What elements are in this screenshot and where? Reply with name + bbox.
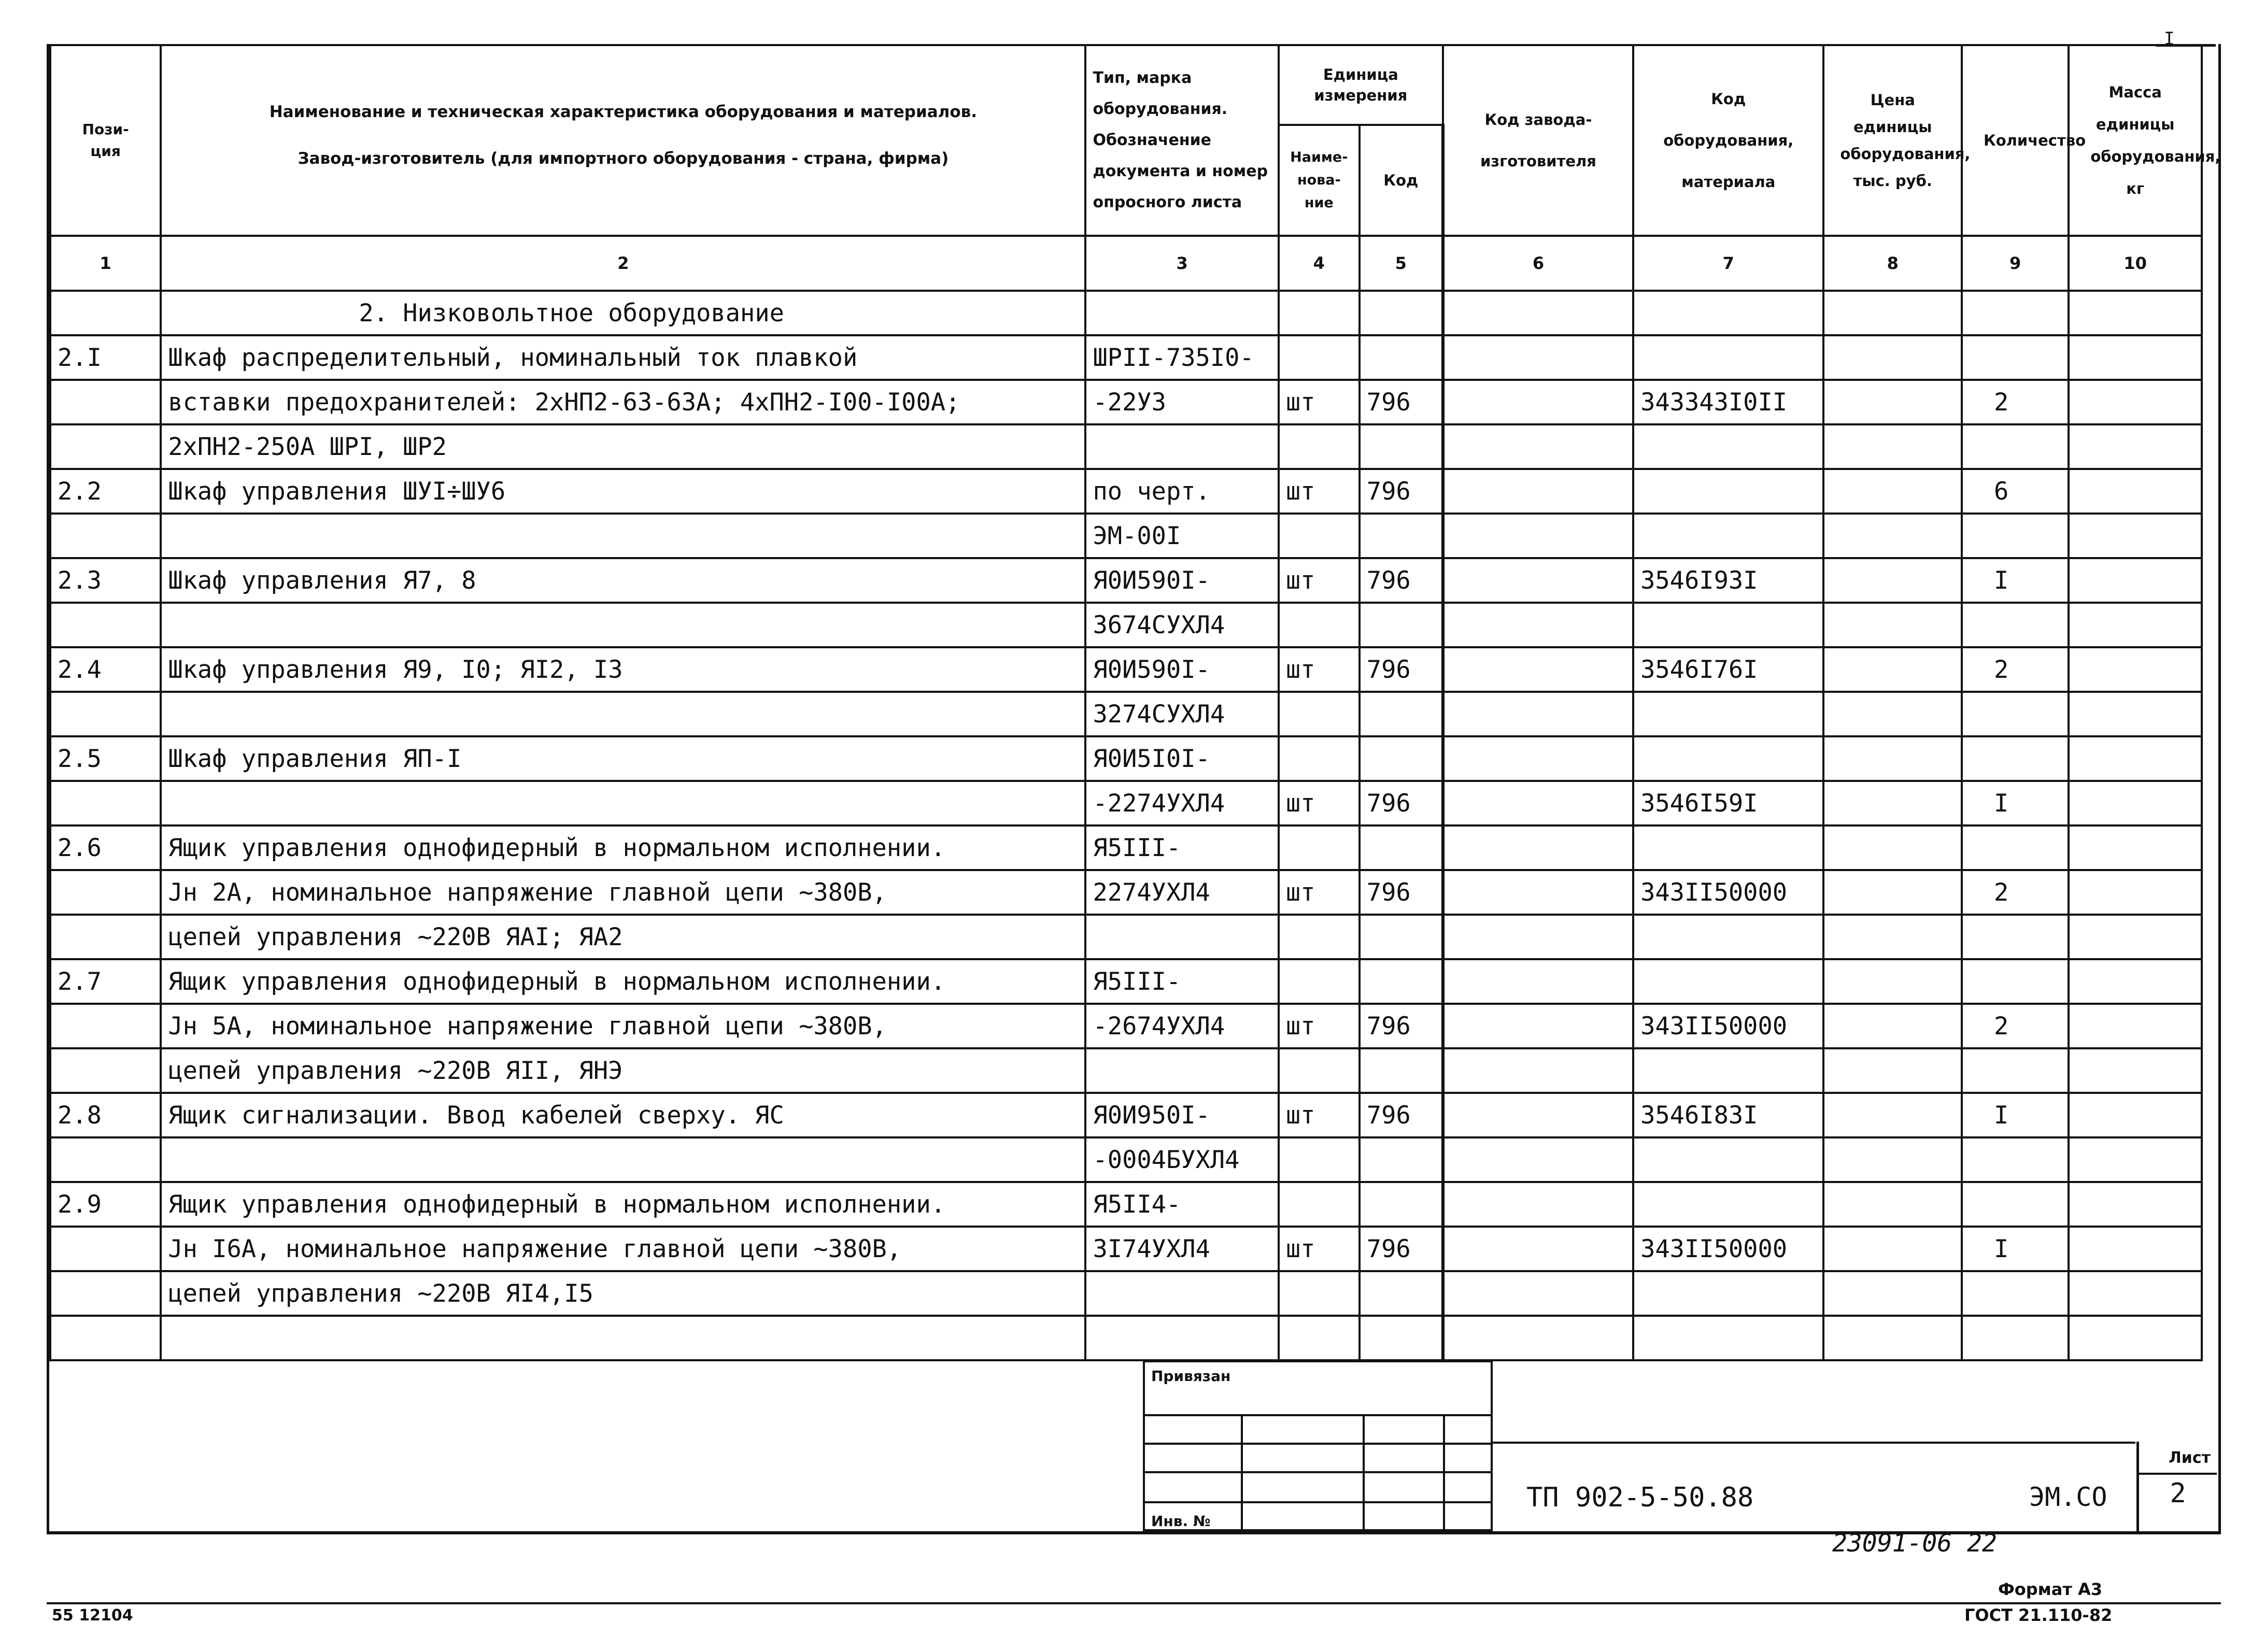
- section-title: 2. Низковольтное оборудование: [161, 291, 1085, 335]
- binding-stamp: [1143, 1360, 1493, 1531]
- position-cell: [50, 692, 161, 736]
- equip-code-cell: [1633, 915, 1823, 959]
- mass-cell: [2069, 825, 2202, 870]
- mass-cell: [2069, 603, 2202, 647]
- sheet-box: [2136, 1442, 2217, 1531]
- position-cell: [50, 781, 161, 825]
- equip-code-cell: 3546I76I: [1633, 647, 1823, 692]
- type-cell: 3274СУХЛ4: [1085, 692, 1278, 736]
- unit-code-cell: 796: [1360, 870, 1443, 915]
- price-cell: [1823, 1271, 1962, 1316]
- unit-code-cell: [1360, 1271, 1443, 1316]
- mass-cell: [2069, 1004, 2202, 1048]
- qty-cell: I: [1962, 1227, 2069, 1271]
- position-cell: 2.8: [50, 1093, 161, 1137]
- header-qty: Количество: [1962, 45, 2069, 236]
- header-equip-code: Код оборудования, материала: [1633, 45, 1823, 236]
- mass-cell: [2069, 1182, 2202, 1227]
- equip-code-cell: [1633, 692, 1823, 736]
- name-cell: [161, 781, 1085, 825]
- qty-cell: [1962, 603, 2069, 647]
- price-cell: [1823, 959, 1962, 1004]
- equip-code-cell: 343II50000: [1633, 1004, 1823, 1048]
- unit-name-cell: шт: [1279, 380, 1360, 424]
- table-row: [50, 469, 2202, 514]
- equip-code-cell: [1633, 603, 1823, 647]
- name-cell: Ящик сигнализации. Ввод кабелей сверху. ЯС: [161, 1093, 1085, 1137]
- qty-cell: [1962, 959, 2069, 1004]
- header-plant-code: Код завода-изготовителя: [1443, 45, 1633, 236]
- qty-cell: 2: [1962, 380, 2069, 424]
- paper-format: Формат А3: [1998, 1579, 2103, 1599]
- table-row: [50, 1227, 2202, 1271]
- plant-code-cell: [1443, 692, 1633, 736]
- price-cell: [1823, 825, 1962, 870]
- equip-code-cell: [1633, 1271, 1823, 1316]
- type-cell: [1085, 1048, 1278, 1093]
- unit-code-cell: 796: [1360, 380, 1443, 424]
- unit-code-cell: [1360, 1182, 1443, 1227]
- position-cell: [50, 1137, 161, 1182]
- name-cell: [161, 692, 1085, 736]
- price-cell: [1823, 915, 1962, 959]
- unit-name-cell: [1279, 736, 1360, 781]
- archive-number: 23091-06 22: [1832, 1529, 1997, 1558]
- position-cell: [50, 915, 161, 959]
- table-row: [50, 1093, 2202, 1137]
- name-cell: 2хПН2-250А ШРI, ШР2: [161, 424, 1085, 469]
- column-number-row: [50, 236, 2202, 291]
- unit-name-cell: [1279, 825, 1360, 870]
- position-cell: [50, 424, 161, 469]
- qty-cell: [1962, 335, 2069, 380]
- position-cell: 2.9: [50, 1182, 161, 1227]
- type-cell: ШРII-735I0-: [1085, 335, 1278, 380]
- table-row: [50, 1004, 2202, 1048]
- type-cell: -0004БУХЛ4: [1085, 1137, 1278, 1182]
- price-cell: [1823, 469, 1962, 514]
- table-row: [50, 1137, 2202, 1182]
- unit-code-cell: 796: [1360, 781, 1443, 825]
- col-num-9: 9: [1962, 236, 2069, 291]
- qty-cell: [1962, 1048, 2069, 1093]
- plant-code-cell: [1443, 825, 1633, 870]
- col-num-3: 3: [1085, 236, 1278, 291]
- type-cell: Я5II4-: [1085, 1182, 1278, 1227]
- mass-cell: [2069, 558, 2202, 603]
- type-cell: ЭМ-00I: [1085, 514, 1278, 558]
- header-name-line2: Завод-изготовитель (для импортного оборудования - страна, фирма): [298, 149, 949, 168]
- mass-cell: [2069, 870, 2202, 915]
- unit-code-cell: 796: [1360, 1227, 1443, 1271]
- price-cell: [1823, 1048, 1962, 1093]
- position-cell: 2.5: [50, 736, 161, 781]
- corner-tick: I: [2164, 29, 2175, 49]
- equip-code-cell: 343II50000: [1633, 1227, 1823, 1271]
- header-mass: Масса единицы оборудования, кг: [2069, 45, 2202, 236]
- table-row: [50, 959, 2202, 1004]
- header-type: Тип, марка оборудования. Обозначение документа и номер опросного листа: [1085, 45, 1278, 236]
- name-cell: Jн 2А, номинальное напряжение главной цепи ~380В,: [161, 870, 1085, 915]
- plant-code-cell: [1443, 1316, 1633, 1360]
- price-cell: [1823, 514, 1962, 558]
- name-cell: Шкаф управления ШУI÷ШУ6: [161, 469, 1085, 514]
- price-cell: [1823, 1004, 1962, 1048]
- unit-code-cell: [1360, 692, 1443, 736]
- plant-code-cell: [1443, 915, 1633, 959]
- specification-table: [49, 44, 2221, 1361]
- unit-name-cell: [1279, 692, 1360, 736]
- unit-name-cell: шт: [1279, 1004, 1360, 1048]
- plant-code-cell: [1443, 1182, 1633, 1227]
- col-num-8: 8: [1823, 236, 1962, 291]
- mass-cell: [2069, 1137, 2202, 1182]
- header-unit-code: Код: [1360, 125, 1443, 236]
- price-cell: [1823, 1137, 1962, 1182]
- unit-code-cell: [1360, 514, 1443, 558]
- price-cell: [1823, 380, 1962, 424]
- unit-name-cell: [1279, 1137, 1360, 1182]
- type-cell: Я5III-: [1085, 825, 1278, 870]
- stamp-bound-label: Привязан: [1151, 1368, 1231, 1385]
- unit-code-cell: [1360, 915, 1443, 959]
- unit-name-cell: [1279, 603, 1360, 647]
- table-row: [50, 1048, 2202, 1093]
- table-row: [50, 514, 2202, 558]
- name-cell: [161, 1137, 1085, 1182]
- name-cell: цепей управления ~220В ЯАI; ЯА2: [161, 915, 1085, 959]
- plant-code-cell: [1443, 424, 1633, 469]
- price-cell: [1823, 736, 1962, 781]
- price-cell: [1823, 1316, 1962, 1360]
- table-row: [50, 335, 2202, 380]
- position-cell: 2.I: [50, 335, 161, 380]
- mass-cell: [2069, 692, 2202, 736]
- plant-code-cell: [1443, 1004, 1633, 1048]
- name-cell: Шкаф управления Я7, 8: [161, 558, 1085, 603]
- title-block-line: [1493, 1442, 2135, 1444]
- mass-cell: [2069, 469, 2202, 514]
- unit-code-cell: [1360, 424, 1443, 469]
- plant-code-cell: [1443, 781, 1633, 825]
- table-row: [50, 1271, 2202, 1316]
- col-num-5: 5: [1360, 236, 1443, 291]
- table-row: [50, 558, 2202, 603]
- plant-code-cell: [1443, 1227, 1633, 1271]
- unit-name-cell: [1279, 1182, 1360, 1227]
- header-price: Цена единицы оборудования, тыс. руб.: [1823, 45, 1962, 236]
- position-cell: [50, 603, 161, 647]
- equip-code-cell: [1633, 469, 1823, 514]
- name-cell: Шкаф распределительный, номинальный ток плавкой: [161, 335, 1085, 380]
- mass-cell: [2069, 736, 2202, 781]
- mass-cell: [2069, 915, 2202, 959]
- mass-cell: [2069, 781, 2202, 825]
- qty-cell: 2: [1962, 870, 2069, 915]
- table-row: [50, 603, 2202, 647]
- type-cell: 3I74УХЛ4: [1085, 1227, 1278, 1271]
- unit-code-cell: [1360, 335, 1443, 380]
- position-cell: [50, 1227, 161, 1271]
- type-cell: [1085, 1316, 1278, 1360]
- position-cell: [50, 1316, 161, 1360]
- plant-code-cell: [1443, 514, 1633, 558]
- col-num-6: 6: [1443, 236, 1633, 291]
- equip-code-cell: [1633, 424, 1823, 469]
- gost-reference: ГОСТ 21.110-82: [1964, 1605, 2113, 1625]
- unit-code-cell: [1360, 959, 1443, 1004]
- type-cell: [1085, 1271, 1278, 1316]
- unit-name-cell: шт: [1279, 647, 1360, 692]
- position-cell: [50, 1004, 161, 1048]
- type-cell: -2674УХЛ4: [1085, 1004, 1278, 1048]
- header-unit-group: Единица измерения: [1279, 45, 1443, 125]
- equip-code-cell: [1633, 1137, 1823, 1182]
- sheet-number: 2: [2170, 1478, 2186, 1509]
- equip-code-cell: [1633, 825, 1823, 870]
- plant-code-cell: [1443, 1271, 1633, 1316]
- qty-cell: [1962, 1137, 2069, 1182]
- equip-code-cell: [1633, 335, 1823, 380]
- equip-code-cell: [1633, 1048, 1823, 1093]
- unit-code-cell: 796: [1360, 647, 1443, 692]
- type-cell: 2274УХЛ4: [1085, 870, 1278, 915]
- plant-code-cell: [1443, 603, 1633, 647]
- unit-code-cell: [1360, 1137, 1443, 1182]
- mass-cell: [2069, 380, 2202, 424]
- qty-cell: [1962, 1182, 2069, 1227]
- position-cell: 2.6: [50, 825, 161, 870]
- plant-code-cell: [1443, 1137, 1633, 1182]
- section-title-row: [50, 291, 2202, 335]
- mass-cell: [2069, 1227, 2202, 1271]
- qty-cell: [1962, 692, 2069, 736]
- qty-cell: [1962, 825, 2069, 870]
- mass-cell: [2069, 647, 2202, 692]
- equip-code-cell: [1633, 1182, 1823, 1227]
- unit-name-cell: шт: [1279, 781, 1360, 825]
- unit-name-cell: [1279, 1316, 1360, 1360]
- type-cell: по черт.: [1085, 469, 1278, 514]
- equip-code-cell: 3546I59I: [1633, 781, 1823, 825]
- table-row: [50, 1182, 2202, 1227]
- unit-code-cell: [1360, 736, 1443, 781]
- plant-code-cell: [1443, 380, 1633, 424]
- plant-code-cell: [1443, 335, 1633, 380]
- qty-cell: I: [1962, 1093, 2069, 1137]
- price-cell: [1823, 603, 1962, 647]
- unit-code-cell: [1360, 1048, 1443, 1093]
- unit-code-cell: 796: [1360, 1004, 1443, 1048]
- left-code: 55 12104: [52, 1606, 133, 1625]
- qty-cell: 6: [1962, 469, 2069, 514]
- type-cell: Я0И950I-: [1085, 1093, 1278, 1137]
- name-cell: цепей управления ~220В ЯI4,I5: [161, 1271, 1085, 1316]
- mass-cell: [2069, 424, 2202, 469]
- price-cell: [1823, 1182, 1962, 1227]
- stamp-inv-label: Инв. №: [1151, 1513, 1211, 1530]
- position-cell: 2.7: [50, 959, 161, 1004]
- qty-cell: 2: [1962, 1004, 2069, 1048]
- col-num-7: 7: [1633, 236, 1823, 291]
- document-code: ТП 902-5-50.88: [1526, 1482, 1754, 1513]
- plant-code-cell: [1443, 1093, 1633, 1137]
- position-cell: 2.3: [50, 558, 161, 603]
- price-cell: [1823, 647, 1962, 692]
- type-cell: Я0И590I-: [1085, 558, 1278, 603]
- table-row: [50, 915, 2202, 959]
- name-cell: Шкаф управления ЯП-I: [161, 736, 1085, 781]
- unit-code-cell: 796: [1360, 469, 1443, 514]
- position-cell: 2.4: [50, 647, 161, 692]
- mass-cell: [2069, 959, 2202, 1004]
- unit-name-cell: [1279, 424, 1360, 469]
- name-cell: Ящик управления однофидерный в нормальном исполнении.: [161, 959, 1085, 1004]
- qty-cell: [1962, 424, 2069, 469]
- qty-cell: I: [1962, 781, 2069, 825]
- qty-cell: [1962, 1271, 2069, 1316]
- unit-code-cell: 796: [1360, 1093, 1443, 1137]
- unit-name-cell: [1279, 959, 1360, 1004]
- mass-cell: [2069, 514, 2202, 558]
- position-cell: [50, 514, 161, 558]
- name-cell: Ящик управления однофидерный в нормальном исполнении.: [161, 825, 1085, 870]
- type-cell: Я0И5I0I-: [1085, 736, 1278, 781]
- document-mark: ЭМ.СО: [2029, 1482, 2107, 1512]
- header-position: Пози- ция: [50, 45, 161, 236]
- mass-cell: [2069, 1093, 2202, 1137]
- equip-code-cell: [1633, 514, 1823, 558]
- name-cell: вставки предохранителей: 2хНП2-63-63А; 4хПН2-I00-I00А;: [161, 380, 1085, 424]
- unit-name-cell: шт: [1279, 558, 1360, 603]
- position-cell: [50, 1048, 161, 1093]
- unit-code-cell: [1360, 825, 1443, 870]
- name-cell: Ящик управления однофидерный в нормальном исполнении.: [161, 1182, 1085, 1227]
- table-row: [50, 692, 2202, 736]
- price-cell: [1823, 781, 1962, 825]
- table-row: [50, 647, 2202, 692]
- equip-code-cell: 343II50000: [1633, 870, 1823, 915]
- price-cell: [1823, 870, 1962, 915]
- unit-code-cell: [1360, 603, 1443, 647]
- table-row: [50, 380, 2202, 424]
- price-cell: [1823, 1093, 1962, 1137]
- name-cell: [161, 514, 1085, 558]
- qty-cell: 2: [1962, 647, 2069, 692]
- mass-cell: [2069, 1271, 2202, 1316]
- position-cell: 2.2: [50, 469, 161, 514]
- table-row: [50, 424, 2202, 469]
- col-num-10: 10: [2069, 236, 2202, 291]
- table-row: [50, 736, 2202, 781]
- header-name: [161, 45, 1085, 236]
- header-row: [50, 45, 2202, 125]
- position-cell: [50, 380, 161, 424]
- header-unit-name: Наиме-нова-ние: [1279, 125, 1360, 236]
- equip-code-cell: [1633, 959, 1823, 1004]
- table-row: [50, 781, 2202, 825]
- col-num-1: 1: [50, 236, 161, 291]
- unit-name-cell: [1279, 1048, 1360, 1093]
- qty-cell: [1962, 736, 2069, 781]
- mass-cell: [2069, 1316, 2202, 1360]
- name-cell: Jн 5А, номинальное напряжение главной цепи ~380В,: [161, 1004, 1085, 1048]
- bottom-rule: [47, 1602, 2221, 1604]
- price-cell: [1823, 558, 1962, 603]
- type-cell: -22У3: [1085, 380, 1278, 424]
- col-num-2: 2: [161, 236, 1085, 291]
- plant-code-cell: [1443, 1048, 1633, 1093]
- equip-code-cell: 3546I93I: [1633, 558, 1823, 603]
- equip-code-cell: [1633, 1316, 1823, 1360]
- unit-code-cell: [1360, 1316, 1443, 1360]
- plant-code-cell: [1443, 558, 1633, 603]
- equip-code-cell: [1633, 736, 1823, 781]
- unit-name-cell: [1279, 915, 1360, 959]
- unit-name-cell: [1279, 514, 1360, 558]
- plant-code-cell: [1443, 959, 1633, 1004]
- unit-code-cell: 796: [1360, 558, 1443, 603]
- plant-code-cell: [1443, 469, 1633, 514]
- unit-name-cell: шт: [1279, 1093, 1360, 1137]
- type-cell: -2274УХЛ4: [1085, 781, 1278, 825]
- qty-cell: [1962, 514, 2069, 558]
- plant-code-cell: [1443, 647, 1633, 692]
- unit-name-cell: [1279, 1271, 1360, 1316]
- type-cell: 3674СУХЛ4: [1085, 603, 1278, 647]
- position-cell: [50, 870, 161, 915]
- mass-cell: [2069, 1048, 2202, 1093]
- type-cell: Я5III-: [1085, 959, 1278, 1004]
- equip-code-cell: 3546I83I: [1633, 1093, 1823, 1137]
- unit-name-cell: шт: [1279, 469, 1360, 514]
- plant-code-cell: [1443, 736, 1633, 781]
- sheet-label: Лист: [2168, 1449, 2211, 1467]
- type-cell: [1085, 424, 1278, 469]
- name-cell: цепей управления ~220В ЯII, ЯНЭ: [161, 1048, 1085, 1093]
- header-name-line1: Наименование и техническая характеристика оборудования и материалов.: [269, 103, 978, 121]
- unit-name-cell: шт: [1279, 1227, 1360, 1271]
- price-cell: [1823, 424, 1962, 469]
- type-cell: Я0И590I-: [1085, 647, 1278, 692]
- equip-code-cell: 343343I0II: [1633, 380, 1823, 424]
- table-row: [50, 1316, 2202, 1360]
- name-cell: Jн I6А, номинальное напряжение главной цепи ~380В,: [161, 1227, 1085, 1271]
- name-cell: [161, 1316, 1085, 1360]
- mass-cell: [2069, 335, 2202, 380]
- table-row: [50, 825, 2202, 870]
- table-body: [50, 335, 2202, 1360]
- col-num-4: 4: [1279, 236, 1360, 291]
- plant-code-cell: [1443, 870, 1633, 915]
- type-cell: [1085, 915, 1278, 959]
- table-row: [50, 870, 2202, 915]
- unit-name-cell: шт: [1279, 870, 1360, 915]
- price-cell: [1823, 1227, 1962, 1271]
- position-cell: [50, 1271, 161, 1316]
- unit-name-cell: [1279, 335, 1360, 380]
- price-cell: [1823, 692, 1962, 736]
- qty-cell: [1962, 1316, 2069, 1360]
- name-cell: Шкаф управления Я9, I0; ЯI2, I3: [161, 647, 1085, 692]
- price-cell: [1823, 335, 1962, 380]
- name-cell: [161, 603, 1085, 647]
- qty-cell: [1962, 915, 2069, 959]
- qty-cell: I: [1962, 558, 2069, 603]
